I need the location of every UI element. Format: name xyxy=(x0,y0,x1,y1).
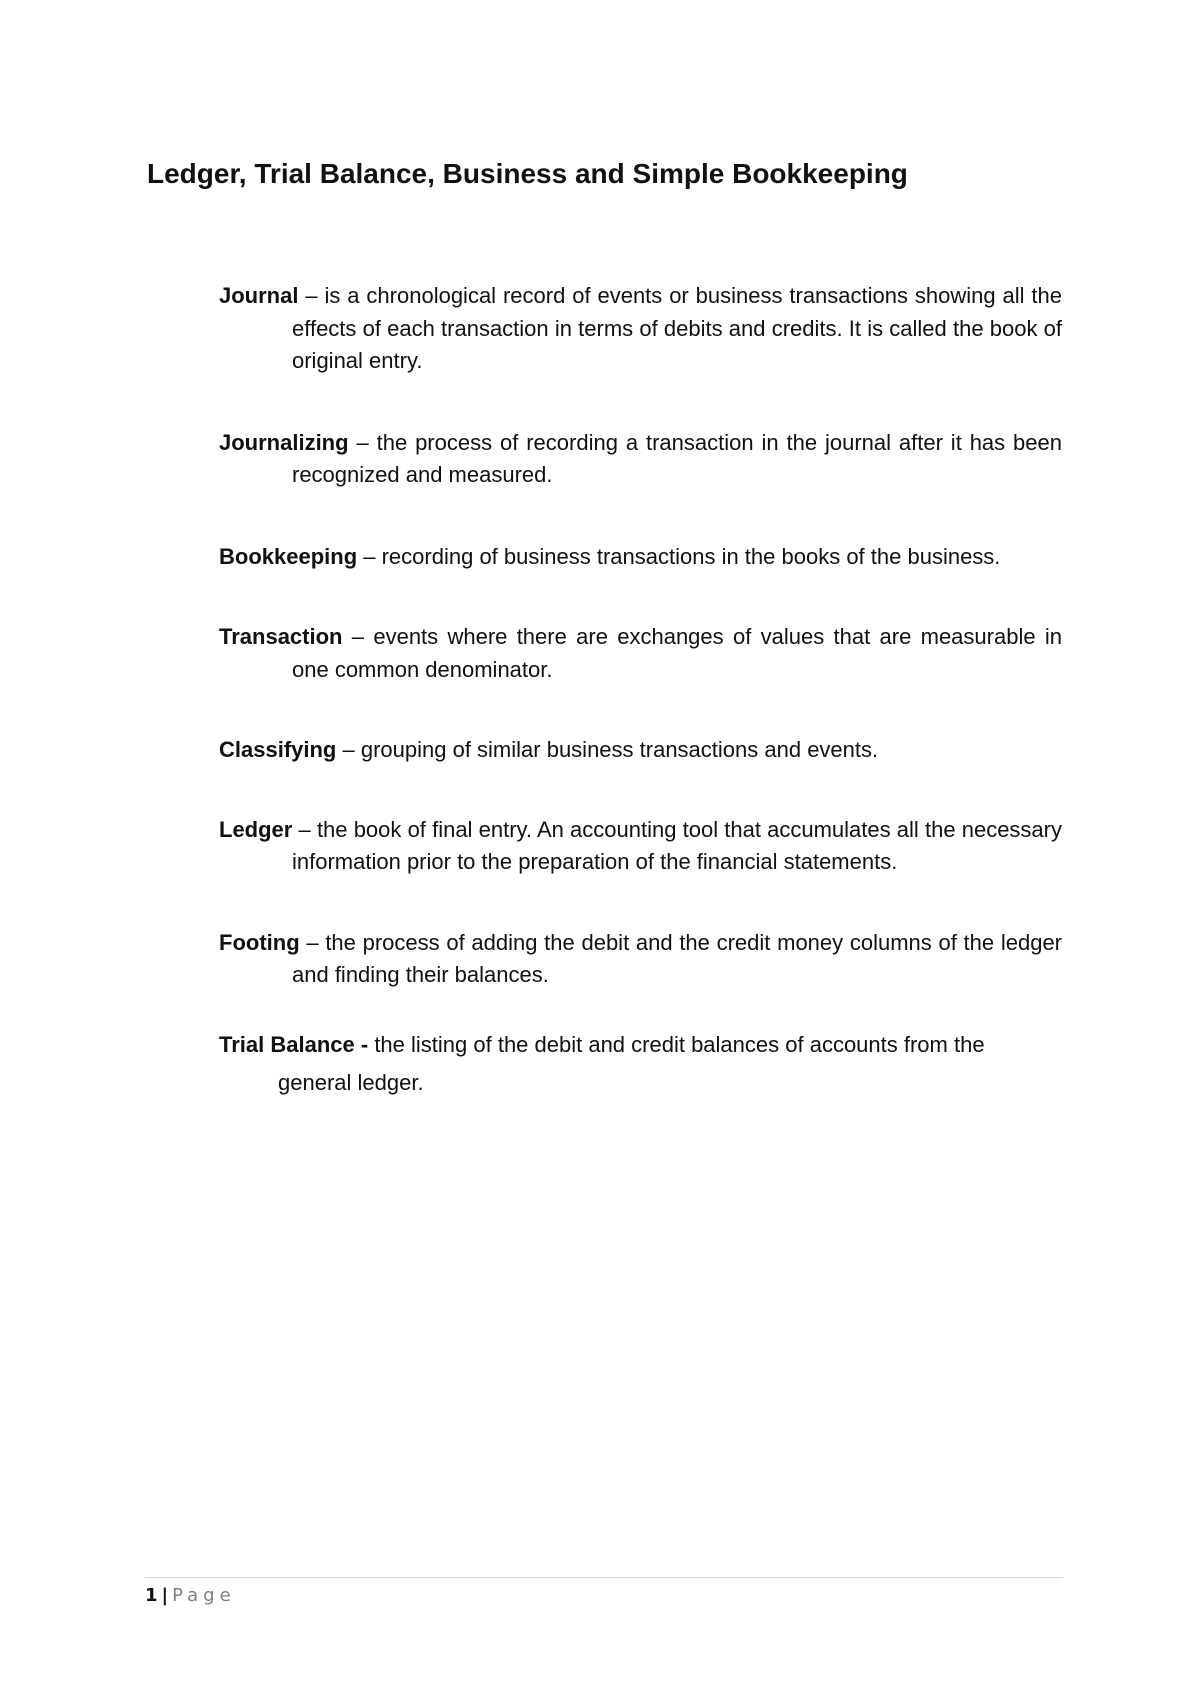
definition-term: Journalizing xyxy=(219,429,349,455)
footer-separator: | xyxy=(161,1585,169,1606)
definition-term: Trial Balance - xyxy=(219,1031,369,1057)
definition-separator: – xyxy=(342,624,374,649)
definition-classifying xyxy=(219,734,1062,767)
definition-text: the process of adding the debit and the credit money columns of the ledger and finding their balances. xyxy=(292,929,1062,987)
definition-term: Ledger xyxy=(219,816,293,842)
definition-separator: – xyxy=(298,283,325,308)
page-number: 1 xyxy=(145,1585,158,1606)
definition-text: the book of final entry. An accounting tool that accumulates all the necessary information prior to the preparation of the financial statements. xyxy=(292,816,1062,874)
page-label: Page xyxy=(172,1585,236,1606)
definition-text: grouping of similar business transactions and events. xyxy=(360,737,879,762)
footer-divider xyxy=(145,1577,1063,1578)
definition-text: recording of business transactions in the books of the business. xyxy=(381,543,1001,569)
definition-term: Footing xyxy=(219,929,300,955)
page-footer xyxy=(145,1584,236,1608)
definition-term: Bookkeeping xyxy=(219,543,358,569)
definition-separator: – xyxy=(299,929,326,955)
definition-separator: – xyxy=(348,429,377,455)
definition-term: Transaction xyxy=(219,624,343,649)
definition-ledger xyxy=(219,814,1062,879)
definition-journalizing xyxy=(219,427,1062,492)
definition-text: the process of recording a transaction in the journal after it has been recognized and measured. xyxy=(292,429,1063,487)
definition-separator: – xyxy=(357,543,382,569)
definition-text: events where there are exchanges of values that are measurable in one common denominator. xyxy=(292,624,1062,682)
definitions-list xyxy=(219,280,1062,1102)
definition-separator: – xyxy=(292,816,317,842)
definition-text: is a chronological record of events or business transactions showing all the effects of each transaction in terms of debits and credits. It is called the book of original entry. xyxy=(292,283,1062,373)
definition-text: the listing of the debit and credit balances of accounts from the general ledger. xyxy=(278,1031,985,1095)
definition-footing xyxy=(219,927,1062,992)
definition-transaction xyxy=(219,621,1062,686)
definition-term: Classifying xyxy=(219,737,337,762)
definition-term: Journal xyxy=(219,283,299,308)
definition-bookkeeping xyxy=(219,541,1062,574)
definition-separator: – xyxy=(336,737,361,762)
page-title: Ledger, Trial Balance, Business and Simple Bookkeeping xyxy=(147,158,908,189)
definition-journal xyxy=(219,280,1062,378)
definition-trial-balance xyxy=(219,1026,1062,1102)
